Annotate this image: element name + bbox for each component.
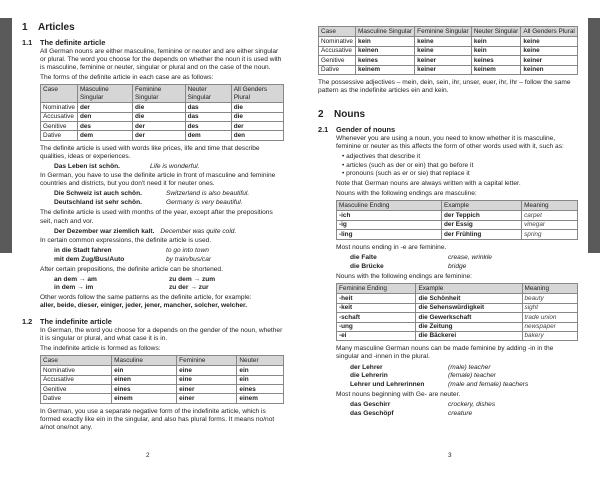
example: das Geschöpf creature xyxy=(350,409,473,417)
paragraph: Most nouns ending in -e are feminine. xyxy=(336,243,447,251)
table-cell: keine xyxy=(521,37,578,46)
table-cell: den xyxy=(77,112,132,121)
table-cell: Genitive xyxy=(41,385,112,394)
table-cell: Genitive xyxy=(319,56,356,65)
table-cell: Accusative xyxy=(41,375,112,384)
table-cell: dem xyxy=(185,131,231,140)
table-cell: kein xyxy=(356,37,415,46)
table-cell: bakery xyxy=(522,331,578,340)
table-row xyxy=(337,322,578,331)
example: Das Leben ist schön. Life is wonderful. xyxy=(54,163,200,170)
table-cell: der xyxy=(231,122,283,131)
contraction-list: an dem → am zu dem → zum in dem → im zu der → zur xyxy=(54,276,216,292)
table-cell: keines xyxy=(356,56,415,65)
table-header-cell: All Genders Plural xyxy=(521,27,578,37)
table-cell: Dative xyxy=(41,131,78,140)
kein-table xyxy=(318,26,578,75)
table-header-cell: Neuter Singular xyxy=(471,27,521,37)
table-cell: die xyxy=(133,112,186,121)
page-number: 2 xyxy=(146,452,150,459)
table-header-cell: Feminine Singular xyxy=(415,27,472,37)
table-cell: die Bäckerei xyxy=(416,331,522,340)
table-cell: der xyxy=(133,122,186,131)
table-cell: Nominative xyxy=(41,366,112,375)
definite-article-table xyxy=(40,84,284,140)
table-cell: kein xyxy=(471,46,521,55)
table-header-cell: Neuter xyxy=(237,355,284,365)
table-cell: keiner xyxy=(415,65,472,74)
indefinite-article-body xyxy=(22,327,284,433)
paragraph: The indefinite article is formed as follows: xyxy=(40,344,161,352)
table-cell: keinem xyxy=(471,65,521,74)
right-page xyxy=(318,22,578,420)
table-row xyxy=(41,366,284,375)
table-row xyxy=(41,394,284,403)
paragraph: The definite article is used with months of the year, except after the prepositions seit, nach and vor. xyxy=(40,209,273,225)
subsection-heading-definite: 1.1 The definite article xyxy=(22,38,106,47)
example: das Geschirr crockery, dishes xyxy=(350,400,496,408)
table-cell: -ling xyxy=(337,230,442,239)
example: der Lehrer (male) teacher xyxy=(350,363,491,371)
table-header-cell: Meaning xyxy=(522,200,578,210)
table-cell: die Schönheit xyxy=(416,294,522,303)
list-item: • adjectives that describe it xyxy=(342,153,421,161)
table-cell: einer xyxy=(177,385,237,394)
table-cell: einem xyxy=(237,394,284,403)
example: die Lehrerin (female) teacher xyxy=(350,371,497,379)
table-cell: dem xyxy=(77,131,132,140)
table-cell: newspaper xyxy=(522,322,578,331)
subsection-heading-indefinite: 1.2 The indefinite article xyxy=(22,316,112,326)
table-cell: kein xyxy=(471,37,521,46)
table-row xyxy=(337,220,578,229)
paragraph: Whenever you are using a noun, you need to know whether it is masculine, feminine or neuter as this affects the form of other words used with it, such as: xyxy=(336,135,564,151)
bullet-list xyxy=(336,153,578,177)
table-cell: Nominative xyxy=(319,37,356,46)
table-header-cell: Case xyxy=(319,27,356,37)
table-cell: keinem xyxy=(356,65,415,74)
table-header-cell: Masculine Ending xyxy=(337,200,442,210)
table-cell: eine xyxy=(177,375,237,384)
table-cell: ein xyxy=(237,366,284,375)
table-row xyxy=(337,313,578,322)
table-cell: die Zeitung xyxy=(416,322,522,331)
table-header-cell: Case xyxy=(41,85,78,103)
table-cell: -ei xyxy=(337,331,416,340)
table-cell: Dative xyxy=(41,394,112,403)
example: die Falte crease, wrinkle xyxy=(350,253,492,261)
table-cell: sight xyxy=(522,303,578,312)
table-cell: -ich xyxy=(337,211,442,220)
table-cell: eines xyxy=(237,385,284,394)
paragraph: The definite article is used with words like prices, life and time that describe qualities, ideas or experiences. xyxy=(40,144,260,160)
table-row xyxy=(319,46,578,55)
table-row xyxy=(319,56,578,65)
table-row xyxy=(41,112,284,121)
table-cell: die xyxy=(231,112,283,121)
table-cell: keine xyxy=(415,37,472,46)
example: Deutschland ist sehr schön. Germany is very beautiful. xyxy=(54,199,243,207)
list-item: • pronouns (such as er or sie) that replace it xyxy=(342,169,470,177)
table-cell: Nominative xyxy=(41,103,78,112)
table-header-cell: Neuter Singular xyxy=(185,85,231,103)
example: die Brücke bridge xyxy=(350,262,467,270)
table-cell: des xyxy=(77,122,132,131)
table-header-cell: Example xyxy=(442,200,522,210)
table-row xyxy=(337,303,578,312)
table-row xyxy=(337,230,578,239)
example: in die Stadt fahren to go into town xyxy=(54,246,209,254)
paragraph: Other words follow the same patterns as the definite article, for example: xyxy=(40,294,252,302)
table-cell: ein xyxy=(237,375,284,384)
table-row xyxy=(41,122,284,131)
indefinite-article-table xyxy=(40,355,284,404)
gender-body xyxy=(318,135,578,418)
table-cell: vinegar xyxy=(522,220,578,229)
table-cell: das xyxy=(185,112,231,121)
paragraph: In certain common expressions, the definite article is used. xyxy=(40,236,212,244)
table-header-cell: Example xyxy=(416,283,522,293)
paragraph: Nouns with the following endings are masculine: xyxy=(336,189,477,197)
table-cell: des xyxy=(185,122,231,131)
list-item: • articles (such as der or ein) that go before it xyxy=(342,161,474,169)
table-row xyxy=(41,103,284,112)
table-cell: beauty xyxy=(522,294,578,303)
left-page xyxy=(22,22,284,434)
paragraph: All German nouns are either masculine, feminine or neuter and are either singular or plural. The word you choose for the depends on whether the noun it is used with is masculine, feminine or neuter, singular or plural and on the case of the noun. xyxy=(40,48,282,72)
table-cell: -ig xyxy=(337,220,442,229)
section-heading-nouns: 2 Nouns xyxy=(318,109,366,121)
table-cell: keiner xyxy=(415,56,472,65)
table-header-cell: Case xyxy=(41,355,112,365)
section-heading-articles: 1 Articles xyxy=(22,22,75,33)
table-row xyxy=(319,65,578,74)
table-cell: Dative xyxy=(319,65,356,74)
table-header-cell: Masculine Singular xyxy=(77,85,132,103)
table-cell: die Sehenswürdigkeit xyxy=(416,303,522,312)
table-header-cell: Masculine Singular xyxy=(356,27,415,37)
table-cell: Accusative xyxy=(41,112,78,121)
table-header-cell: Meaning xyxy=(522,283,578,293)
paragraph: In German, the word you choose for a depends on the gender of the noun, whether it is singular or plural, and what case it is in. xyxy=(40,326,283,342)
paragraph: Most nouns beginning with Ge- are neuter. xyxy=(336,390,461,398)
table-cell: das xyxy=(185,103,231,112)
table-row xyxy=(41,385,284,394)
table-header-cell: All Genders Plural xyxy=(231,85,283,103)
table-header-cell: Feminine Ending xyxy=(337,283,416,293)
table-row xyxy=(41,375,284,384)
table-cell: einen xyxy=(112,375,177,384)
table-cell: einer xyxy=(177,394,237,403)
table-row xyxy=(337,211,578,220)
table-cell: Accusative xyxy=(319,46,356,55)
table-row xyxy=(337,294,578,303)
table-cell: keinen xyxy=(521,65,578,74)
table-cell: keines xyxy=(471,56,521,65)
paragraph: In German, you have to use the definite article in front of masculine and feminine countries and districts, but you don't need it for neuter ones. xyxy=(40,172,276,188)
table-cell: der xyxy=(133,131,186,140)
paragraph: After certain prepositions, the definite article can be shortened. xyxy=(40,266,223,274)
page-number: 3 xyxy=(448,452,452,459)
table-cell: der Teppich xyxy=(442,211,522,220)
paragraph: The possessive adjectives – mein, dein, sein, ihr, unser, euer, ihr, Ihr – follow the same pattern as the indefinite articles ein and kein. xyxy=(318,79,571,95)
table-cell: die xyxy=(133,103,186,112)
table-cell: -keit xyxy=(337,303,416,312)
paragraph: The forms of the definite article in each case are as follows: xyxy=(40,74,214,82)
table-cell: keine xyxy=(521,46,578,55)
table-row xyxy=(41,131,284,140)
example: Die Schweiz ist auch schön. Switzerland is also beautiful. xyxy=(54,190,250,198)
subsection-heading-gender: 2.1 Gender of nouns xyxy=(318,125,396,135)
paragraph: Note that German nouns are always written with a capital letter. xyxy=(336,179,521,187)
table-cell: der Essig xyxy=(442,220,522,229)
paragraph: aller, beide, dieser, einiger, jeder, jener, mancher, solcher, welcher. xyxy=(40,302,248,310)
table-cell: eines xyxy=(112,385,177,394)
paragraph: In German, you use a separate negative form of the indefinite article, which is formed exactly like ein in the singular, and also has plural forms. It means no/not a/not one/not any. xyxy=(40,407,275,431)
table-cell: Genitive xyxy=(41,122,78,131)
table-header-cell: Feminine Singular xyxy=(133,85,186,103)
table-cell: -heit xyxy=(337,294,416,303)
table-cell: der xyxy=(77,103,132,112)
table-cell: eine xyxy=(177,366,237,375)
table-row xyxy=(337,331,578,340)
table-cell: carpet xyxy=(522,211,578,220)
table-row xyxy=(319,37,578,46)
table-cell: -schaft xyxy=(337,313,416,322)
left-thumb-tab xyxy=(0,18,12,253)
example: Der Dezember war ziemlich kalt. December was quite cold. xyxy=(54,227,237,235)
table-cell: keinen xyxy=(356,46,415,55)
paragraph: Many masculine German nouns can be made feminine by adding -in in the singular and -innen in the plural. xyxy=(336,345,554,361)
table-cell: ein xyxy=(112,366,177,375)
example: Lehrer und Lehrerinnen (male and female) teachers xyxy=(350,380,529,388)
table-cell: der Frühling xyxy=(442,230,522,239)
table-cell: den xyxy=(231,131,283,140)
right-thumb-tab xyxy=(588,18,600,253)
masculine-endings-table xyxy=(336,200,578,240)
table-cell: die xyxy=(231,103,283,112)
table-cell: trade union xyxy=(522,313,578,322)
table-header-cell: Masculine xyxy=(112,355,177,365)
example: mit dem Zug/Bus/Auto by train/bus/car xyxy=(54,255,212,263)
table-cell: keiner xyxy=(521,56,578,65)
table-cell: keine xyxy=(415,46,472,55)
paragraph: Nouns with the following endings are feminine: xyxy=(336,272,472,280)
table-cell: die Gewerkschaft xyxy=(416,313,522,322)
feminine-endings-table xyxy=(336,283,578,341)
table-cell: -ung xyxy=(337,322,416,331)
definite-article-body xyxy=(22,48,284,311)
table-cell: einem xyxy=(112,394,177,403)
table-header-cell: Feminine xyxy=(177,355,237,365)
table-cell: spring xyxy=(522,230,578,239)
